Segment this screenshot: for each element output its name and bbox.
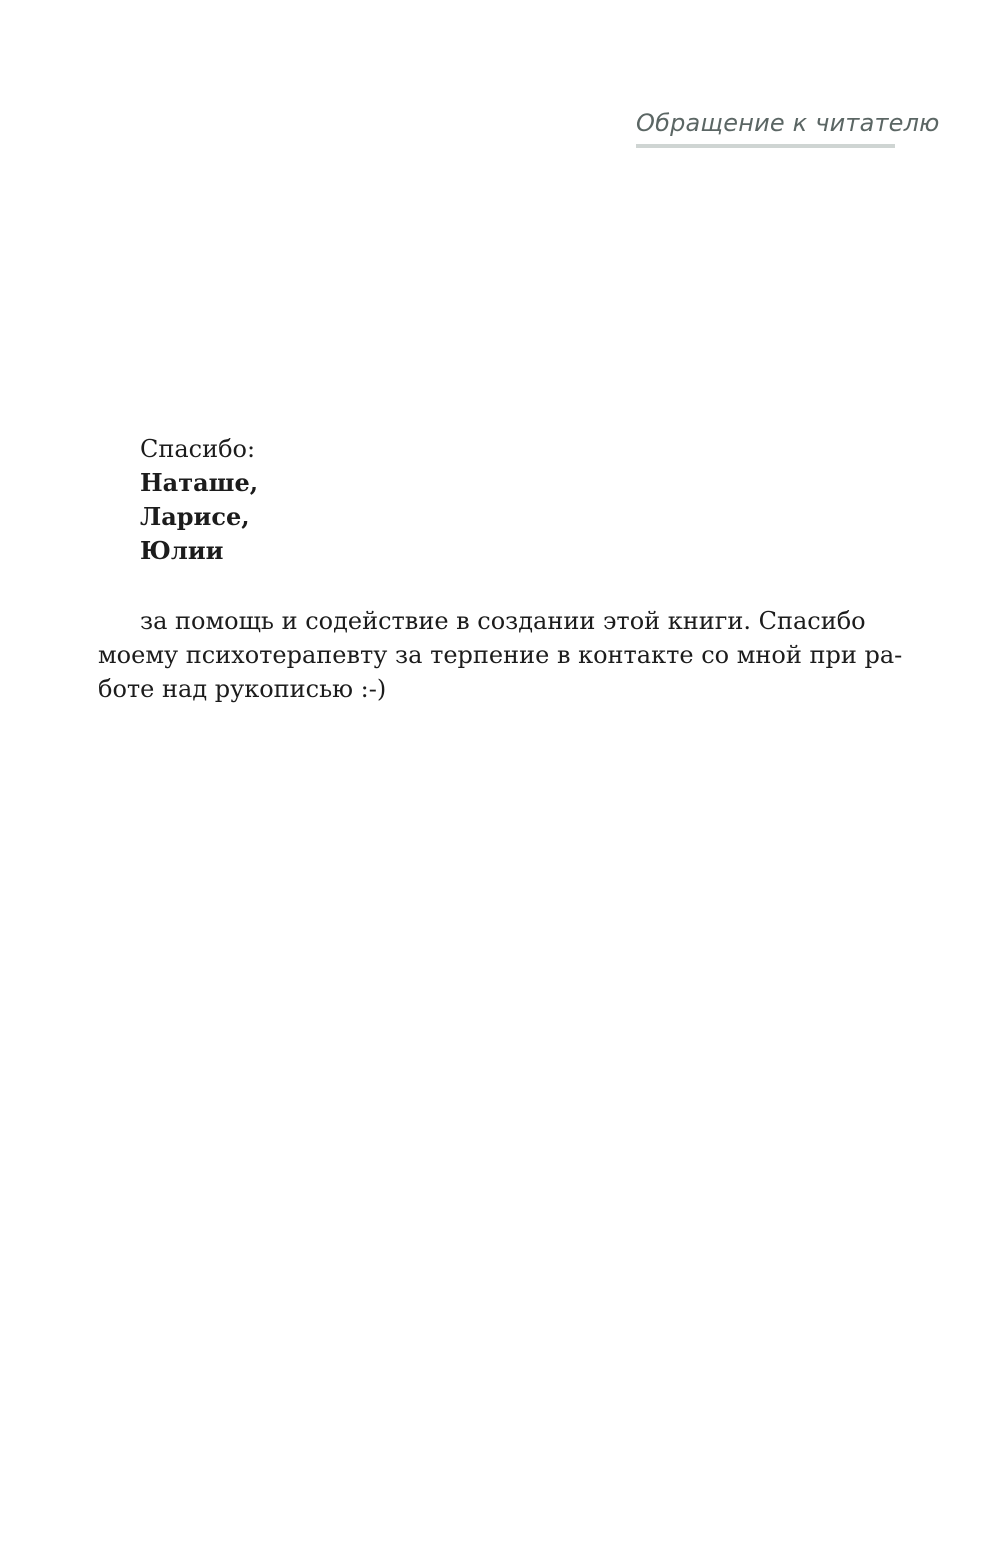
running-header-title: Обращение к читателю — [636, 109, 940, 137]
thanks-name: Ларисе, — [140, 502, 250, 531]
acknowledgement-paragraph — [98, 604, 903, 706]
thanks-intro: Спасибо: — [140, 435, 256, 463]
header-underline — [636, 144, 895, 148]
thanks-name: Юлии — [140, 536, 224, 565]
thanks-name: Наташе, — [140, 468, 259, 497]
paragraph-line: за помощь и содействие в создании этой книги. Спасибо — [140, 607, 866, 635]
paragraph-line: моему психотерапевту за терпение в контакте со мной при ра- — [98, 641, 903, 669]
running-header — [636, 106, 940, 148]
acknowledgements-list — [140, 432, 258, 568]
paragraph-line: боте над рукописью :-) — [98, 675, 387, 703]
